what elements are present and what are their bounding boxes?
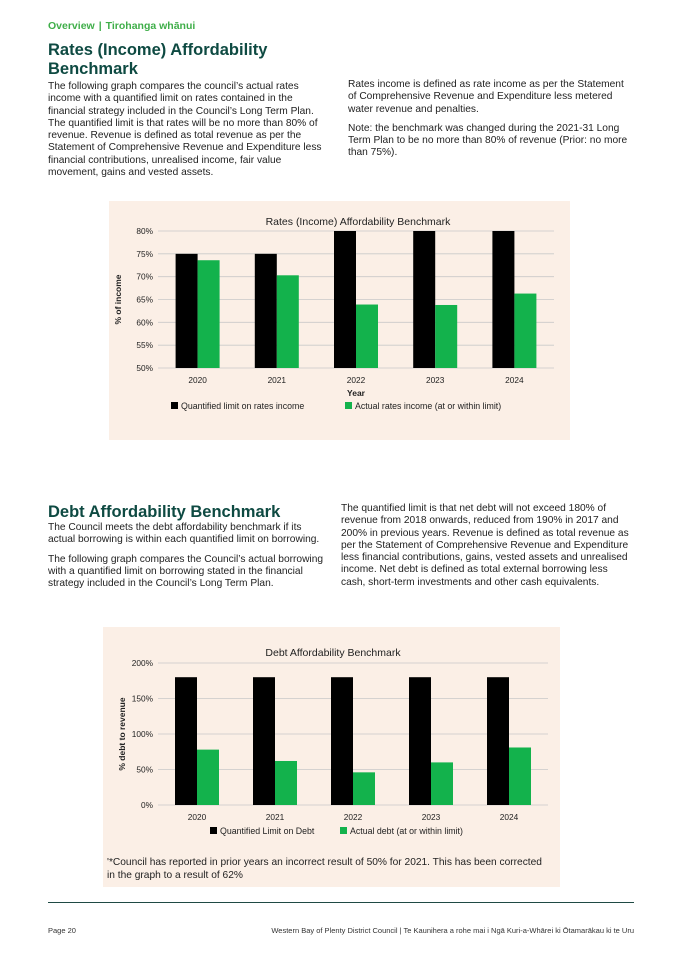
x-tick-label: 2024: [499, 812, 519, 822]
rates-right-paragraph-2: Note: the benchmark was changed during the 2021-31 Long Term Plan to be no more than 80% of revenue (Prior: no more than 75%).: [348, 122, 628, 159]
debt-left-paragraph-2: The following graph compares the Council’s actual borrowing with a quantified limit on borrowing stated in the financial strategy included in the Council’s Long Term Plan.: [48, 553, 324, 590]
debt-left-column: [48, 522, 326, 597]
y-tick-label: 150%: [131, 693, 153, 704]
debt-chart-panel: [103, 627, 560, 887]
breadcrumb-separator: |: [98, 20, 102, 32]
debt-left-paragraph-1: The Council meets the debt affordability benchmark if its actual borrowing is within each quantified limit on borrowing.: [48, 522, 320, 546]
limit-bar: [176, 254, 198, 368]
x-tick-label: 2020: [188, 375, 207, 385]
limit-bar: [331, 677, 353, 805]
rates-heading-block: [48, 41, 288, 79]
limit-bar: [413, 231, 435, 368]
legend-label: Actual debt (at or within limit): [350, 826, 463, 836]
footer-organisation: Western Bay of Plenty District Council | Te Kaunihera a rohe mai i Ngā Kuri-a-Whārei ki Ōtamarākau ki te Uru: [271, 926, 634, 935]
legend-swatch: [171, 402, 178, 409]
y-tick-label: 100%: [131, 729, 153, 739]
actual-bar: [277, 275, 299, 368]
rates-chart: [109, 201, 570, 440]
actual-bar: [514, 294, 536, 368]
limit-bar: [334, 231, 356, 368]
x-tick-label: 2024: [505, 375, 524, 385]
breadcrumb-maori[interactable]: Tirohanga whānui: [105, 20, 196, 32]
actual-bar: [198, 260, 220, 368]
x-tick-label: 2023: [421, 812, 441, 822]
y-tick-label: 60%: [136, 317, 153, 328]
debt-section-title: Debt Affordability Benchmark: [48, 503, 281, 521]
legend-swatch: [210, 827, 217, 834]
chart-title: Rates (Income) Affordability Benchmark: [265, 216, 451, 228]
y-tick-label: 50%: [136, 363, 153, 373]
limit-bar: [409, 677, 431, 805]
x-tick-label: 2022: [346, 375, 366, 385]
actual-bar: [356, 305, 378, 368]
actual-bar: [275, 761, 297, 805]
debt-chart-note: '*Council has reported in prior years an incorrect result of 50% for 2021. This has been corrected in the graph to a result of 62%: [107, 857, 542, 881]
y-tick-label: 55%: [136, 340, 153, 351]
actual-bar: [353, 772, 375, 805]
legend-swatch: [340, 827, 347, 834]
y-axis-label: % debt to revenue: [117, 697, 127, 771]
limit-bar: [487, 677, 509, 805]
rates-chart-panel: [109, 201, 570, 440]
footer-divider: [48, 902, 634, 903]
legend-label: Quantified Limit on Debt: [220, 826, 315, 836]
actual-bar: [431, 762, 453, 805]
rates-section-title: Rates (Income) Affordability Benchmark: [48, 41, 268, 78]
debt-right-paragraph: The quantified limit is that net debt will not exceed 180% of revenue from 2018 onwards, reduced from 190% in 2017 and 200% in previous years. Revenue is defined as total revenue as per the Statement of Comprehensive Revenue and Expenditure less financial contributions, gains, vested assets and unrealised income. Net debt is defined as total external borrowing less cash, short-term investments and other cash equivalents.: [341, 503, 629, 588]
y-tick-label: 50%: [136, 764, 153, 775]
legend-label: Actual rates income (at or within limit): [355, 401, 502, 411]
page-number: Page 20: [48, 926, 76, 935]
breadcrumb-section[interactable]: Overview: [48, 20, 95, 32]
rates-left-paragraph: The following graph compares the council’s actual rates income with a quantified limit on rates contained in the financial strategy included in the Council’s Long Term Plan. The quantified limit is that rates will be no more than 80% of revenue. Revenue is defined as total revenue as per the Statement of Comprehensive Revenue and Expenditure less financial contributions, unrealised income, fair value movement, gains and vested assets.: [48, 81, 322, 179]
x-tick-label: 2021: [267, 375, 287, 385]
y-tick-label: 65%: [136, 294, 153, 305]
y-tick-label: 75%: [136, 248, 153, 259]
y-tick-label: 0%: [141, 800, 153, 810]
actual-bar: [197, 750, 219, 805]
actual-bar: [435, 305, 457, 368]
limit-bar: [492, 231, 514, 368]
rates-left-column: [48, 81, 326, 186]
y-tick-label: 200%: [131, 658, 153, 668]
debt-right-column: [341, 503, 633, 596]
y-tick-label: 80%: [136, 226, 153, 236]
legend-label: Quantified limit on rates income: [181, 401, 305, 411]
limit-bar: [255, 254, 277, 368]
rates-right-paragraph-1: Rates income is defined as rate income as per the Statement of Comprehensive Revenue and Expenditure less metered water revenue and penalties.: [348, 79, 624, 115]
y-tick-label: 70%: [136, 271, 153, 282]
y-axis-label: % of income: [113, 274, 123, 325]
x-tick-label: 2020: [187, 812, 207, 822]
rates-right-column: [348, 79, 633, 167]
debt-heading-block: [48, 503, 328, 522]
x-tick-label: 2022: [343, 812, 363, 822]
actual-bar: [509, 747, 531, 805]
debt-chart: [103, 627, 560, 842]
x-tick-label: 2021: [265, 812, 285, 822]
limit-bar: [175, 677, 197, 805]
x-tick-label: 2023: [425, 375, 445, 385]
breadcrumb: [48, 20, 195, 32]
x-axis-label: Year: [347, 388, 365, 398]
legend-swatch: [345, 402, 352, 409]
chart-title: Debt Affordability Benchmark: [265, 647, 401, 659]
limit-bar: [253, 677, 275, 805]
